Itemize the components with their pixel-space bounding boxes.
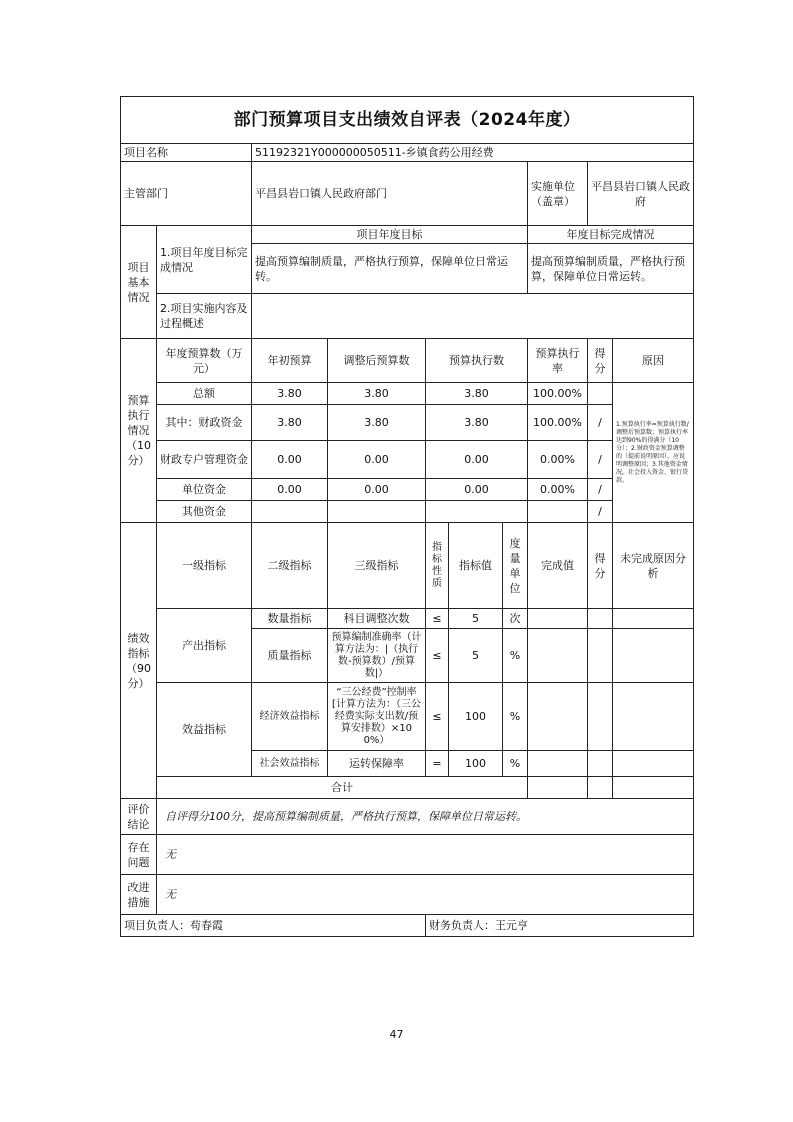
- page-number: 47: [389, 1028, 404, 1041]
- impl-content-value: [252, 294, 694, 339]
- perf-level3: 预算编制准确率（计算方法为：|（执行数-预算数）/预算数|）: [328, 629, 426, 683]
- budget-header-annual: 年度预算数（万元）: [157, 339, 252, 383]
- perf-score: [588, 609, 613, 629]
- budget-row-score: /: [588, 479, 613, 501]
- budget-row-name: 总额: [157, 383, 252, 405]
- benefit-indicator-label: 效益指标: [157, 683, 252, 777]
- budget-row-rate: 0.00%: [528, 479, 588, 501]
- perf-unit: %: [503, 629, 528, 683]
- perf-reason: [613, 751, 694, 777]
- budget-header-reason: 原因: [613, 339, 694, 383]
- evaluation-text: 自评得分100分，提高预算编制质量，严格执行预算，保障单位日常运转。: [157, 799, 694, 835]
- goal-header: 项目年度目标: [252, 226, 528, 244]
- goal-done-text: 提高预算编制质量，严格执行预算，保障单位日常运转。: [528, 244, 694, 294]
- budget-label: 预算执行情况（10分）: [121, 339, 157, 523]
- total-label: 合计: [157, 777, 528, 799]
- budget-row-name: 其中：财政资金: [157, 405, 252, 441]
- budget-row-adjusted: 3.80: [328, 383, 426, 405]
- perf-done: [528, 629, 588, 683]
- dept-label: 主管部门: [121, 162, 252, 226]
- problems-label: 存在问题: [121, 835, 157, 875]
- perf-level2: 经济效益指标: [252, 683, 328, 751]
- budget-header-executed: 预算执行数: [426, 339, 528, 383]
- budget-row-score: [588, 383, 613, 405]
- goal-done-header: 年度目标完成情况: [528, 226, 694, 244]
- budget-row-name: 单位资金: [157, 479, 252, 501]
- budget-row-rate: 100.00%: [528, 383, 588, 405]
- impl-unit-label: 实施单位（盖章）: [528, 162, 588, 226]
- perf-header-level3: 三级指标: [328, 523, 426, 609]
- perf-score: [588, 629, 613, 683]
- budget-header-initial: 年初预算: [252, 339, 328, 383]
- goal-text: 提高预算编制质量，严格执行预算，保障单位日常运转。: [252, 244, 528, 294]
- perf-reason: [613, 609, 694, 629]
- perf-value: 100: [449, 751, 503, 777]
- budget-row-initial: 3.80: [252, 383, 328, 405]
- budget-row-score: /: [588, 501, 613, 523]
- perf-reason: [613, 683, 694, 751]
- total-score: [588, 777, 613, 799]
- dept-value: 平昌县岩口镇人民政府部门: [252, 162, 528, 226]
- perf-score: [588, 683, 613, 751]
- budget-row-adjusted: 0.00: [328, 479, 426, 501]
- budget-row-score: /: [588, 441, 613, 479]
- perf-level2: 质量指标: [252, 629, 328, 683]
- perf-header-value: 指标值: [449, 523, 503, 609]
- budget-row-executed: 3.80: [426, 383, 528, 405]
- perf-header-level1: 一级指标: [157, 523, 252, 609]
- perf-unit: 次: [503, 609, 528, 629]
- measures-label: 改进措施: [121, 875, 157, 915]
- perf-score: [588, 751, 613, 777]
- budget-row-score: /: [588, 405, 613, 441]
- budget-reason: 1.预算执行率=预算执行数/调整后预算数；预算执行率达到90%的得满分（10分）；2.财政资金预算调整的（提前说明原因），应说明调整原因；3.其他资金情况，社会投入资金、银行贷款。: [613, 383, 694, 523]
- problems-text: 无: [157, 835, 694, 875]
- budget-row-name: 财政专户管理资金: [157, 441, 252, 479]
- measures-text: 无: [157, 875, 694, 915]
- budget-row-adjusted: 3.80: [328, 405, 426, 441]
- perf-header-done: 完成值: [528, 523, 588, 609]
- finance-leader: 财务负责人：王元亨: [426, 915, 694, 937]
- perf-level2: 社会效益指标: [252, 751, 328, 777]
- perf-label: 绩效指标（90分）: [121, 523, 157, 799]
- basic-info-label: 项目基本情况: [121, 226, 157, 339]
- perf-level3: 科目调整次数: [328, 609, 426, 629]
- perf-nature: ≤: [426, 609, 449, 629]
- perf-nature: ≤: [426, 683, 449, 751]
- perf-unit: %: [503, 751, 528, 777]
- evaluation-label: 评价结论: [121, 799, 157, 835]
- project-leader: 项目负责人：苟春霞: [121, 915, 426, 937]
- budget-row-adjusted: [328, 501, 426, 523]
- annual-goal-label: 1.项目年度目标完成情况: [157, 226, 252, 294]
- budget-row-rate: 0.00%: [528, 441, 588, 479]
- perf-header-level2: 二级指标: [252, 523, 328, 609]
- impl-content-label: 2.项目实施内容及过程概述: [157, 294, 252, 339]
- perf-header-nature: 指标性质: [426, 523, 449, 609]
- perf-reason: [613, 629, 694, 683]
- perf-level2: 数量指标: [252, 609, 328, 629]
- perf-level3: “三公经费”控制率[计算方法为：（三公经费实际支出数/预算安排数）×100%）: [328, 683, 426, 751]
- budget-row-executed: 0.00: [426, 441, 528, 479]
- perf-done: [528, 609, 588, 629]
- budget-row-initial: 3.80: [252, 405, 328, 441]
- budget-row-executed: 3.80: [426, 405, 528, 441]
- perf-value: 5: [449, 609, 503, 629]
- form-title: 部门预算项目支出绩效自评表（2024年度）: [121, 97, 694, 144]
- budget-row-initial: [252, 501, 328, 523]
- perf-value: 5: [449, 629, 503, 683]
- budget-row-executed: 0.00: [426, 479, 528, 501]
- budget-header-rate: 预算执行率: [528, 339, 588, 383]
- perf-done: [528, 683, 588, 751]
- project-name: 51192321Y000000050511-乡镇食药公用经费: [252, 144, 694, 162]
- perf-unit: %: [503, 683, 528, 751]
- budget-header-adjusted: 调整后预算数: [328, 339, 426, 383]
- perf-nature: ≤: [426, 629, 449, 683]
- perf-header-unit: 度量单位: [503, 523, 528, 609]
- perf-level3: 运转保障率: [328, 751, 426, 777]
- output-indicator-label: 产出指标: [157, 609, 252, 683]
- perf-done: [528, 751, 588, 777]
- impl-unit-value: 平昌县岩口镇人民政府: [588, 162, 694, 226]
- evaluation-form: [120, 96, 693, 937]
- perf-header-reason: 未完成原因分析: [613, 523, 694, 609]
- budget-row-initial: 0.00: [252, 441, 328, 479]
- budget-row-executed: [426, 501, 528, 523]
- budget-header-score: 得分: [588, 339, 613, 383]
- total-done: [528, 777, 588, 799]
- budget-row-initial: 0.00: [252, 479, 328, 501]
- budget-row-rate: 100.00%: [528, 405, 588, 441]
- budget-row-adjusted: 0.00: [328, 441, 426, 479]
- perf-header-score: 得分: [588, 523, 613, 609]
- budget-row-name: 其他资金: [157, 501, 252, 523]
- project-name-label: 项目名称: [121, 144, 252, 162]
- perf-nature: =: [426, 751, 449, 777]
- budget-row-rate: [528, 501, 588, 523]
- perf-value: 100: [449, 683, 503, 751]
- total-reason: [613, 777, 694, 799]
